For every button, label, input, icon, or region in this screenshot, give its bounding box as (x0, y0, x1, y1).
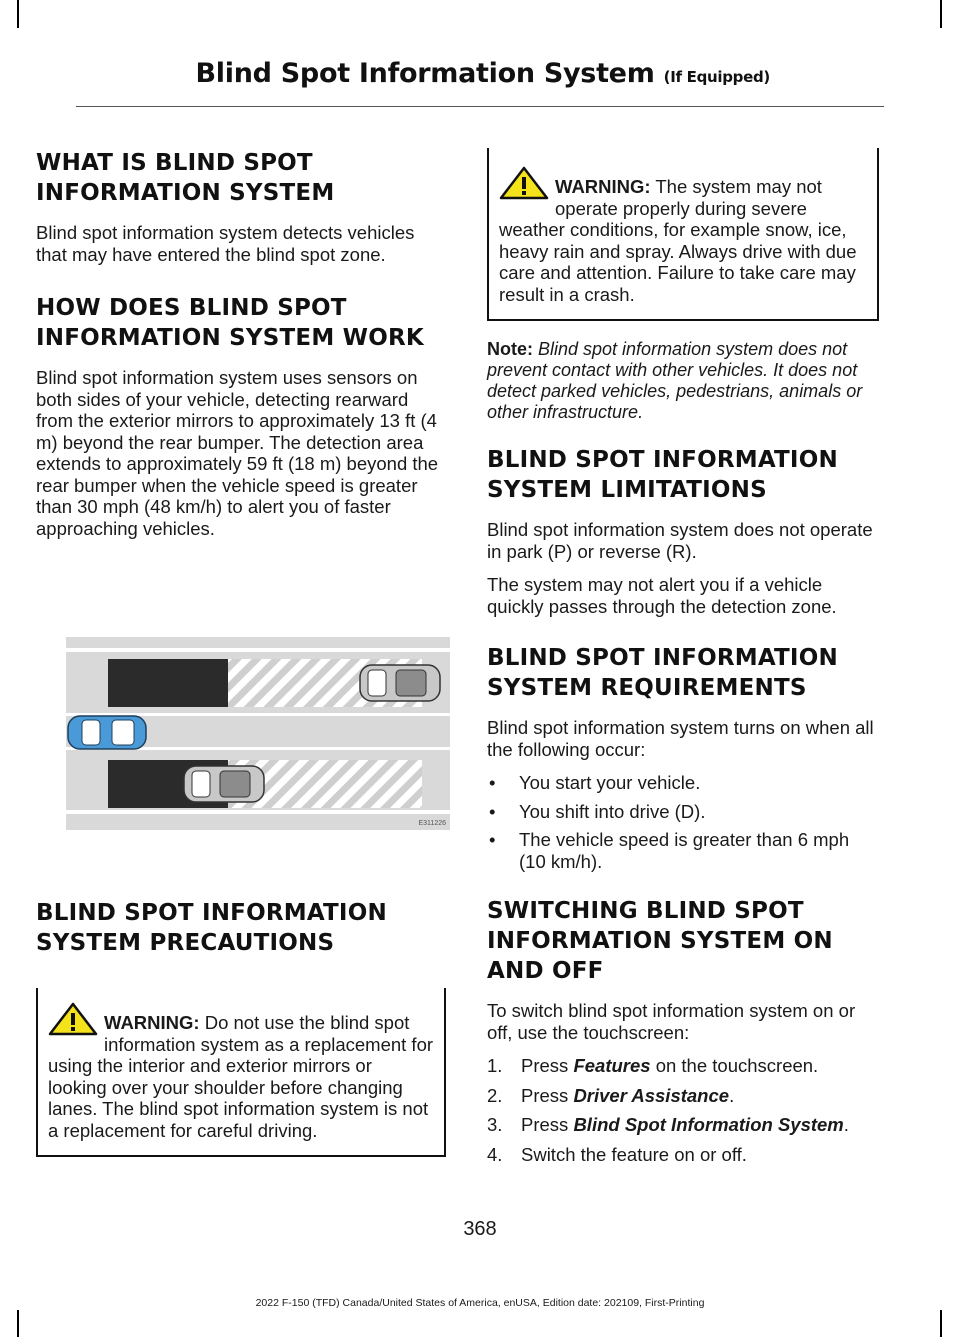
note-text: Blind spot information system does not prevent contact with other vehicles. It does not detect parked vehicles, pedestrians, animals or other infrastructure. (487, 339, 863, 422)
list-item (487, 1055, 879, 1077)
paragraph: Blind spot information system uses sensors on both sides of your vehicle, detecting rearward from the exterior mirrors to approximately 13 ft (4 m) beyond the rear bumper. The detection area extends to approximately 59 ft (18 m) beyond the rear bumper when the vehicle speed is greater than 30 mph (48 km/h) to alert you of faster approaching vehicles. (36, 367, 439, 539)
list-item: • You shift into drive (D). (487, 801, 879, 823)
step-number: 1. (487, 1055, 503, 1076)
crop-mark (940, 0, 942, 28)
title-line: SYSTEM LIMITATIONS (487, 477, 767, 503)
paragraph: Blind spot information system detects vehicles that may have entered the blind spot zone. (36, 222, 415, 265)
title-line: AND OFF (487, 958, 604, 984)
step-text: . (843, 1114, 849, 1135)
step-text: Press (521, 1084, 574, 1106)
crop-mark (17, 1310, 19, 1337)
section-title-precautions (36, 898, 446, 958)
step-number: 2. (487, 1084, 503, 1106)
lane-line (66, 810, 450, 814)
paragraph: To switch blind spot information system on or off, use the touchscreen: (487, 1000, 856, 1043)
step-text: on the touchscreen. (650, 1055, 819, 1076)
title-line: SYSTEM PRECAUTIONS (36, 930, 335, 956)
page-footer: 2022 F-150 (TFD) Canada/United States of America, enUSA, Edition date: 202109, First-Printing (255, 1297, 705, 1309)
step-text: . (729, 1084, 735, 1106)
step-text: Press (521, 1055, 574, 1076)
left-column (36, 148, 446, 551)
adjacent-vehicle (184, 766, 264, 802)
paragraph: Blind spot information system does not operate in park (P) or reverse (R). (487, 519, 873, 562)
steps-list (487, 1055, 879, 1165)
title-line: BLIND SPOT INFORMATION (36, 900, 387, 926)
left-column-lower (36, 898, 446, 1157)
list-item: • The vehicle speed is greater than 6 mph (10 km/h). (487, 829, 879, 872)
title-line: SYSTEM REQUIREMENTS (487, 675, 807, 701)
step-keyword: Features (573, 1055, 651, 1076)
note (487, 339, 879, 423)
paragraph: Blind spot information system turns on when all the following occur: (487, 717, 874, 760)
title-line: INFORMATION SYSTEM WORK (36, 325, 424, 351)
warning-triangle-icon (499, 166, 549, 200)
section-title-requirements (487, 643, 879, 703)
title-line: INFORMATION SYSTEM (36, 180, 335, 206)
warning-box (487, 148, 879, 321)
page-header-title (196, 58, 770, 89)
warning-label: WARNING: (104, 1012, 200, 1033)
note-label: Note: (487, 339, 533, 359)
warning-box (36, 988, 446, 1157)
section-title-limitations (487, 445, 879, 505)
header-title-text: Blind Spot Information System (195, 58, 655, 89)
blind-spot-zone-near (108, 659, 228, 707)
section-title-how-does (36, 293, 446, 353)
step-keyword: Driver Assistance (573, 1084, 730, 1106)
lane-line (66, 648, 450, 652)
list-item (487, 1085, 879, 1107)
section-title-switching (487, 896, 879, 986)
crop-mark (940, 1310, 942, 1337)
list-item (487, 1144, 879, 1166)
warning-label: WARNING: (555, 176, 651, 197)
warning-triangle-icon (48, 1002, 98, 1036)
ego-vehicle (68, 716, 146, 749)
step-number: 4. (487, 1143, 503, 1165)
title-line: WHAT IS BLIND SPOT (36, 150, 313, 176)
title-line: INFORMATION SYSTEM ON (487, 928, 833, 954)
list-item (487, 1114, 879, 1136)
figure-code: E311226 (418, 820, 446, 827)
warning-text: Do not use the blind spot information system as a replacement for using the interior and exterior mirrors or looking over your shoulder before changing lanes. The blind spot information system is not a replacement for careful driving. (48, 1012, 434, 1141)
step-number: 3. (487, 1114, 503, 1135)
right-column (487, 148, 879, 1173)
paragraph: The system may not alert you if a vehicle quickly passes through the detection zone. (487, 574, 837, 617)
title-line: HOW DOES BLIND SPOT (36, 295, 347, 321)
warning-text: The system may not operate properly during severe weather conditions, for example snow, ice, heavy rain and spray. Always drive with due care and attention. Failure to take care may result in a crash. (499, 176, 857, 305)
blind-spot-zone-illustration (66, 637, 450, 830)
requirements-list (487, 772, 879, 872)
title-line: BLIND SPOT INFORMATION (487, 645, 838, 671)
step-text: Press (521, 1114, 574, 1135)
step-text: Switch the feature on or off. (521, 1143, 747, 1165)
step-keyword: Blind Spot Information System (573, 1114, 844, 1135)
approaching-vehicle (360, 665, 440, 701)
title-line: SWITCHING BLIND SPOT (487, 898, 804, 924)
section-title-what-is (36, 148, 446, 208)
header-subtitle: (If Equipped) (663, 68, 770, 86)
page-number: 368 (463, 1218, 497, 1240)
list-item: • You start your vehicle. (487, 772, 879, 794)
header-divider (76, 106, 884, 107)
crop-mark (17, 0, 19, 28)
title-line: BLIND SPOT INFORMATION (487, 447, 838, 473)
